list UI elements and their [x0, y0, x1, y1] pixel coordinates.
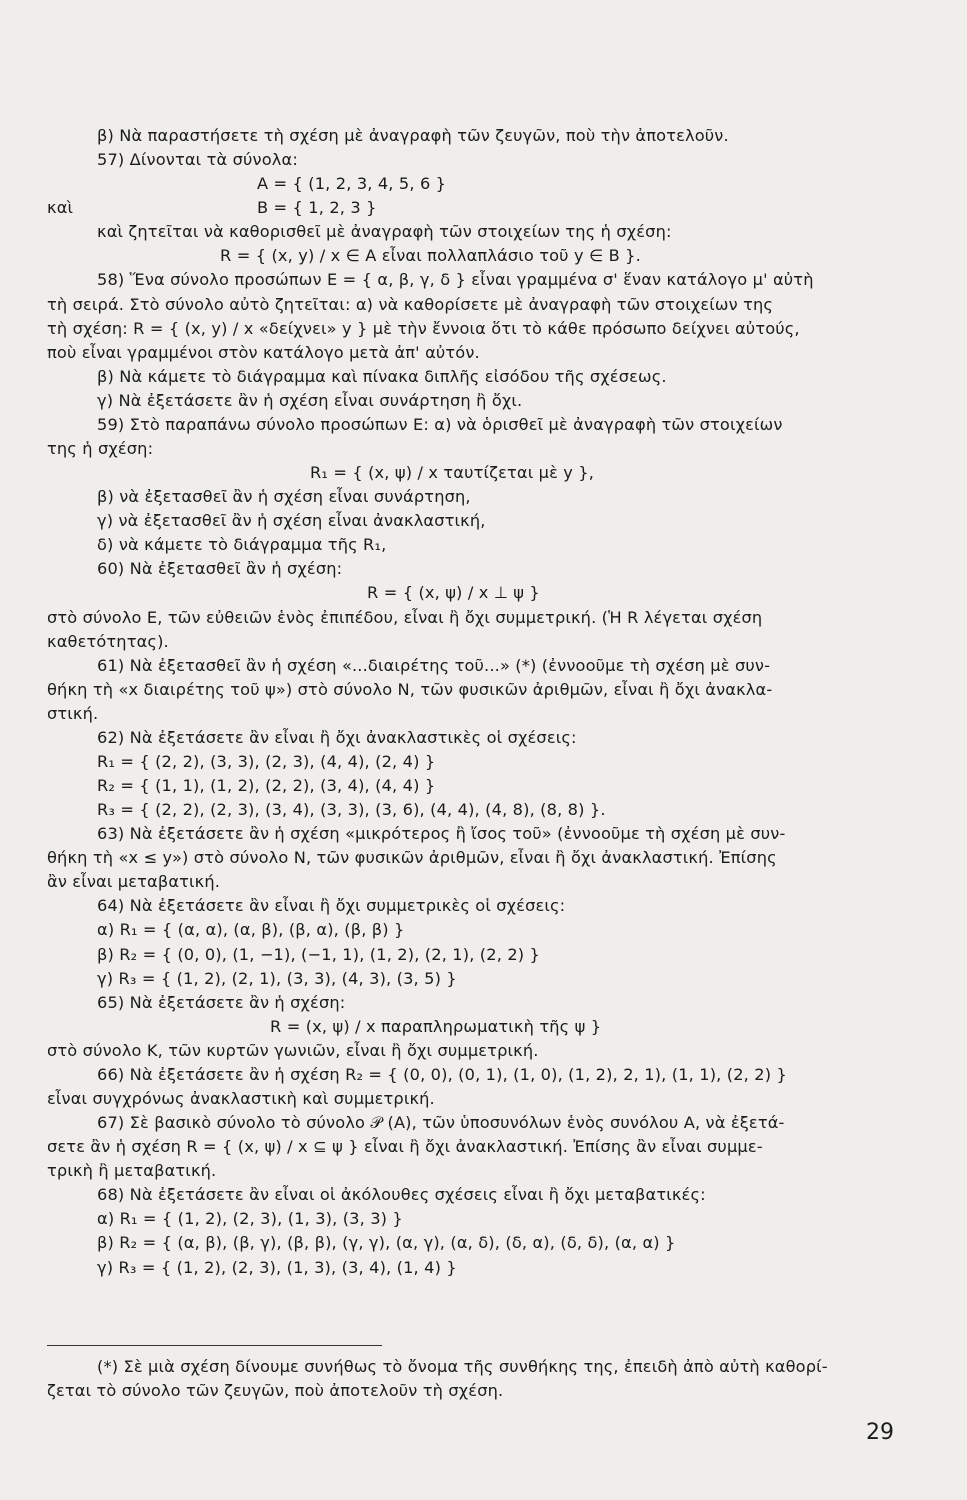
text-line: τὴ σειρά. Στὸ σύνολο αὐτὸ ζητεῖται: α) νὰ καθορίσετε μὲ ἀναγραφὴ τῶν στοιχείων της — [47, 295, 774, 314]
footnote: (*) Σὲ μιὰ σχέση δίνουμε συνήθως τὸ ὄνομα τῆς συνθήκης της, ἐπειδὴ ἀπὸ αὐτὴ καθορί- — [97, 1357, 828, 1376]
formula-relation: R₁ = { (x, ψ) / x ταυτίζεται μὲ y }, — [310, 463, 595, 482]
exercise-64: 64) Νὰ ἐξετάσετε ἂν εἶναι ἢ ὄχι συμμετρικὲς οἱ σχέσεις: — [97, 896, 566, 915]
text-line: τρικὴ ἢ μεταβατική. — [47, 1161, 217, 1180]
text-line: θήκη τὴ «x ≤ y») στὸ σύνολο N, τῶν φυσικῶν ἀριθμῶν, εἶναι ἢ ὄχι ἀνακλαστική. Ἐπίσης — [47, 848, 777, 867]
formula-relation: γ) R₃ = { (1, 2), (2, 1), (3, 3), (4, 3), (3, 5) } — [97, 969, 457, 988]
exercise-61: 61) Νὰ ἐξετασθεῖ ἂν ἡ σχέση «...διαιρέτης τοῦ...» (*) (ἐννοοῦμε τὴ σχέση μὲ συν- — [97, 656, 771, 675]
exercise-62: 62) Νὰ ἐξετάσετε ἂν εἶναι ἢ ὄχι ἀνακλαστικὲς οἱ σχέσεις: — [97, 728, 577, 747]
exercise-63: 63) Νὰ ἐξετάσετε ἂν ἡ σχέση «μικρότερος ἢ ἴσος τοῦ» (ἐννοοῦμε τὴ σχέση μὲ συν- — [97, 824, 786, 843]
text-line: καὶ — [47, 198, 74, 217]
text-line: τὴ σχέση: R = { (x, y) / x «δείχνει» y } μὲ τὴν ἔννοια ὅτι τὸ κάθε πρόσωπο δείχνει αὐτούς, — [47, 319, 800, 338]
formula-relation: R = { (x, ψ) / x ⊥ ψ } — [367, 583, 540, 602]
text-line: β) Νὰ παραστήσετε τὴ σχέση μὲ ἀναγραφὴ τῶν ζευγῶν, ποὺ τὴν ἀποτελοῦν. — [97, 126, 729, 145]
footnote-rule — [47, 1345, 382, 1346]
text-line: καὶ ζητεῖται νὰ καθορισθεῖ μὲ ἀναγραφὴ τῶν στοιχείων της ἡ σχέση: — [97, 222, 672, 241]
page-number: 29 — [866, 1420, 894, 1445]
text-line: δ) νὰ κάμετε τὸ διάγραμμα τῆς R₁, — [97, 535, 387, 554]
formula-relation: R₁ = { (2, 2), (3, 3), (2, 3), (4, 4), (2, 4) } — [97, 752, 436, 771]
text-line: στὸ σύνολο K, τῶν κυρτῶν γωνιῶν, εἶναι ἢ ὄχι συμμετρική. — [47, 1041, 539, 1060]
formula-relation: β) R₂ = { (α, β), (β, γ), (β, β), (γ, γ), (α, γ), (α, δ), (δ, α), (δ, δ), (α, α) } — [97, 1233, 676, 1252]
text-line: καθετότητας). — [47, 632, 169, 651]
formula-relation: R₂ = { (1, 1), (1, 2), (2, 2), (3, 4), (4, 4) } — [97, 776, 436, 795]
exercise-67: 67) Σὲ βασικὸ σύνολο τὸ σύνολο 𝒫 (A), τῶν ὑποσυνόλων ἑνὸς συνόλου A, νὰ ἐξετά- — [97, 1113, 785, 1132]
formula-relation: α) R₁ = { (1, 2), (2, 3), (1, 3), (3, 3) } — [97, 1209, 403, 1228]
formula-relation: β) R₂ = { (0, 0), (1, −1), (−1, 1), (1, 2), (2, 1), (2, 2) } — [97, 945, 540, 964]
exercise-60: 60) Νὰ ἐξετασθεῖ ἂν ἡ σχέση: — [97, 559, 343, 578]
exercise-66: 66) Νὰ ἐξετάσετε ἂν ἡ σχέση R₂ = { (0, 0), (0, 1), (1, 0), (1, 2), 2, 1), (1, 1), (2, 2) } — [97, 1065, 787, 1084]
exercise-57: 57) Δίνονται τὰ σύνολα: — [97, 150, 298, 169]
text-line: στική. — [47, 704, 99, 723]
exercise-68: 68) Νὰ ἐξετάσετε ἂν εἶναι οἱ ἀκόλουθες σχέσεις εἶναι ἢ ὄχι μεταβατικές: — [97, 1185, 706, 1204]
footnote: ζεται τὸ σύνολο τῶν ζευγῶν, ποὺ ἀποτελοῦν τὴ σχέση. — [47, 1381, 504, 1400]
exercise-58: 58) Ἕνα σύνολο προσώπων E = { α, β, γ, δ } εἶναι γραμμένα σ' ἕναν κατάλογο μ' αὐτὴ — [97, 270, 814, 289]
text-line: σετε ἂν ἡ σχέση R = { (x, ψ) / x ⊆ ψ } εἶναι ἢ ὄχι ἀνακλαστική. Ἐπίσης ἂν εἶναι συμμε- — [47, 1137, 763, 1156]
text-line: ἂν εἶναι μεταβατική. — [47, 872, 221, 891]
formula-relation: R = (x, ψ) / x παραπληρωματικὴ τῆς ψ } — [270, 1017, 602, 1036]
text-line: ποὺ εἶναι γραμμένοι στὸν κατάλογο μετὰ ἀπ' αὐτόν. — [47, 343, 480, 362]
formula-relation: R₃ = { (2, 2), (2, 3), (3, 4), (3, 3), (3, 6), (4, 4), (4, 8), (8, 8) }. — [97, 800, 606, 819]
text-line: γ) νὰ ἐξετασθεῖ ἂν ἡ σχέση εἶναι ἀνακλαστική, — [97, 511, 486, 530]
exercise-59: 59) Στὸ παραπάνω σύνολο προσώπων E: α) νὰ ὁρισθεῖ μὲ ἀναγραφὴ τῶν στοιχείων — [97, 415, 783, 434]
text-line: της ἡ σχέση: — [47, 439, 154, 458]
formula-relation: γ) R₃ = { (1, 2), (2, 3), (1, 3), (3, 4), (1, 4) } — [97, 1258, 457, 1277]
text-line: γ) Νὰ ἐξετάσετε ἂν ἡ σχέση εἶναι συνάρτηση ἢ ὄχι. — [97, 391, 523, 410]
text-line: β) νὰ ἐξετασθεῖ ἂν ἡ σχέση εἶναι συνάρτηση, — [97, 487, 471, 506]
text-line: στὸ σύνολο E, τῶν εὐθειῶν ἑνὸς ἐπιπέδου, εἶναι ἢ ὄχι συμμετρική. (Ἡ R λέγεται σχέση — [47, 608, 763, 627]
formula-set-a: A = { (1, 2, 3, 4, 5, 6 } — [257, 174, 447, 193]
exercise-65: 65) Νὰ ἐξετάσετε ἂν ἡ σχέση: — [97, 993, 346, 1012]
formula-set-b: B = { 1, 2, 3 } — [257, 198, 377, 217]
formula-relation: R = { (x, y) / x ∈ A εἶναι πολλαπλάσιο τοῦ y ∈ B }. — [220, 246, 641, 265]
formula-relation: α) R₁ = { (α, α), (α, β), (β, α), (β, β) } — [97, 920, 405, 939]
text-line: θήκη τὴ «x διαιρέτης τοῦ ψ») στὸ σύνολο N, τῶν φυσικῶν ἀριθμῶν, εἶναι ἢ ὄχι ἀνακλα- — [47, 680, 773, 699]
text-line: β) Νὰ κάμετε τὸ διάγραμμα καὶ πίνακα διπλῆς εἰσόδου τῆς σχέσεως. — [97, 367, 667, 386]
text-line: εἶναι συγχρόνως ἀνακλαστικὴ καὶ συμμετρική. — [47, 1089, 435, 1108]
